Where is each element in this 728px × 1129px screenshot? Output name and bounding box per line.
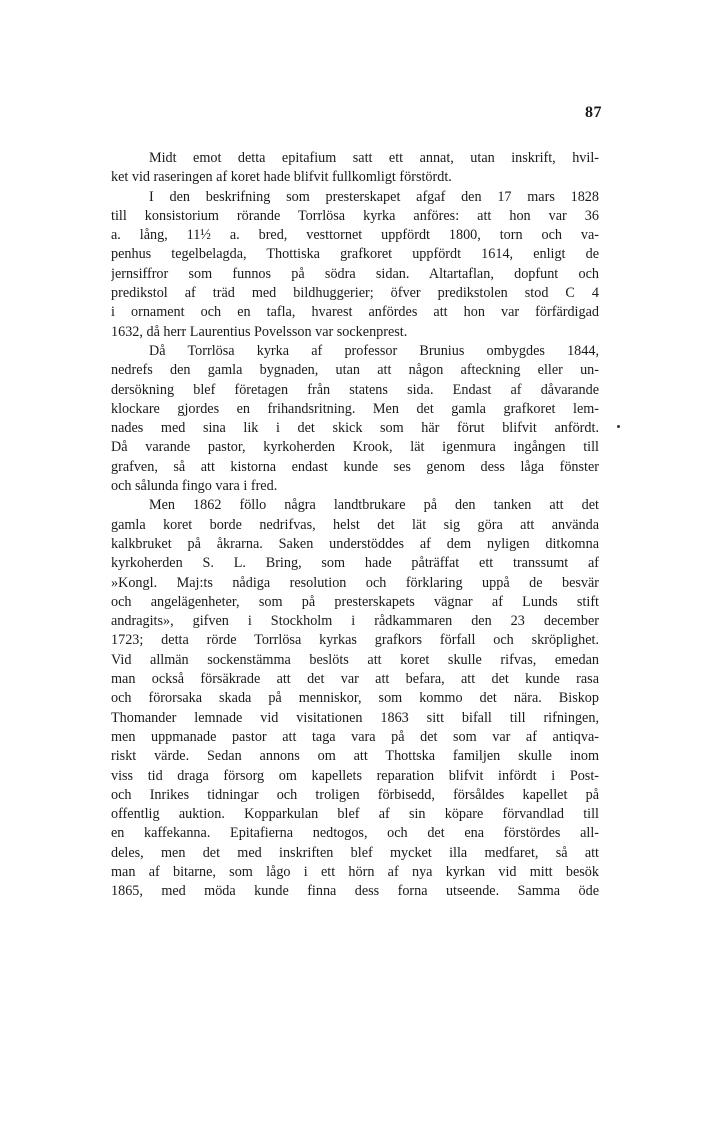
text-line: en kaffekanna. Epitafierna nedtogos, och det ena förstördes all- [111,825,599,842]
text-line: 1723; detta rörde Torrlösa kyrkas grafkors förfall och skröplighet. [111,632,599,649]
text-line: och sålunda fingo vara i fred. [111,478,278,495]
text-line: och angelägenheter, som på presterskapets vägnar af Lunds stift [111,593,599,610]
text-line: Då Torrlösa kyrka af professor Brunius ombygdes 1844, [149,342,599,359]
text-line: till konsistorium rörande Torrlösa kyrka anföres: att hon var 36 [111,207,599,224]
print-speck [617,425,620,428]
text-line: 1865, med möda kunde finna dess forna utseende. Samma öde [111,883,599,900]
text-line: nedrefs den gamla bygnaden, utan att någon afteckning eller un- [111,362,599,379]
text-line: ket vid raseringen af koret hade blifvit fullkomligt förstördt. [111,169,452,186]
text-line: man af bitarne, som lågo i ett hörn af nya kyrkan vid mitt besök [111,863,599,880]
text-line: a. lång, 11½ a. bred, vesttornet uppfördt 1800, torn och va- [111,227,599,244]
text-line: och förorsaka skada på menniskor, som kommo det nära. Biskop [111,690,599,707]
text-line: I den beskrifning som presterskapet afgaf den 17 mars 1828 [149,188,599,205]
page-number: 87 [585,104,602,121]
text-line: dersökning blef företagen från statens sida. Endast af dåvarande [111,381,599,398]
text-line: predikstol af träd med bildhuggerier; öfver predikstolen stod C 4 [111,285,599,302]
text-line: viss tid draga försorg om kapellets reparation blifvit infördt i Post- [111,767,599,784]
body-text [111,149,599,902]
text-line: penhus tegelbelagda, Thottiska grafkoret uppfördt 1614, enligt de [111,246,599,263]
text-line: gamla koret borde nedrifvas, helst det lät sig göra att använda [111,516,599,533]
text-line: Midt emot detta epitafium satt ett annat, utan inskrift, hvil- [149,150,599,166]
text-line: jernsiffror som funnos på södra sidan. Altartaflan, dopfunt och [111,265,599,282]
text-line: Då varande pastor, kyrkoherden Krook, lät igenmura ingången till [111,439,599,456]
text-line: grafven, så att kistorna endast kunde ses genom dess låga fönster [111,458,599,475]
text-line: och Inrikes tidningar och troligen förbisedd, försåldes kapellet på [111,786,599,803]
text-line: Thomander lemnade vid visitationen 1863 sitt bifall till rifningen, [111,709,599,726]
text-line: nades med sina lik i det skick som här förut blifvit anfördt. [111,420,599,437]
text-line: man också försäkrade att det var att befara, att det kunde rasa [111,671,599,688]
text-line: kyrkoherden S. L. Bring, som hade påträffat ett transsumt af [111,555,599,572]
text-line: riskt värde. Sedan annons om att Thottska familjen skulle inom [111,748,599,765]
text-line: kalkbruket på åkrarna. Saken understöddes af dem nyligen ditkomna [111,535,599,552]
text-line: i ornament och en tafla, hvarest anfördes att hon var förfärdigad [111,304,599,321]
text-line: 1632, då herr Laurentius Povelsson var sockenprest. [111,323,408,340]
text-line: men uppmanade pastor att taga vara på det som var af antiqva- [111,728,599,745]
text-line: klockare gjordes en frihandsritning. Men det gamla grafkoret lem- [111,400,599,417]
text-line: offentlig auktion. Kopparkulan blef af sin köpare förvandlad till [111,806,599,823]
text-line: Men 1862 föllo några landtbrukare på den tanken att det [149,497,599,514]
text-line: »Kongl. Maj:ts nådiga resolution och förklaring uppå de besvär [111,574,599,591]
text-line: deles, men det med inskriften blef mycket illa medfaret, så att [111,844,599,861]
text-line: andragits», gifven i Stockholm i rådkammaren den 23 december [111,613,599,630]
text-line: Vid allmän sockenstämma beslöts att koret skulle rifvas, emedan [111,651,599,668]
